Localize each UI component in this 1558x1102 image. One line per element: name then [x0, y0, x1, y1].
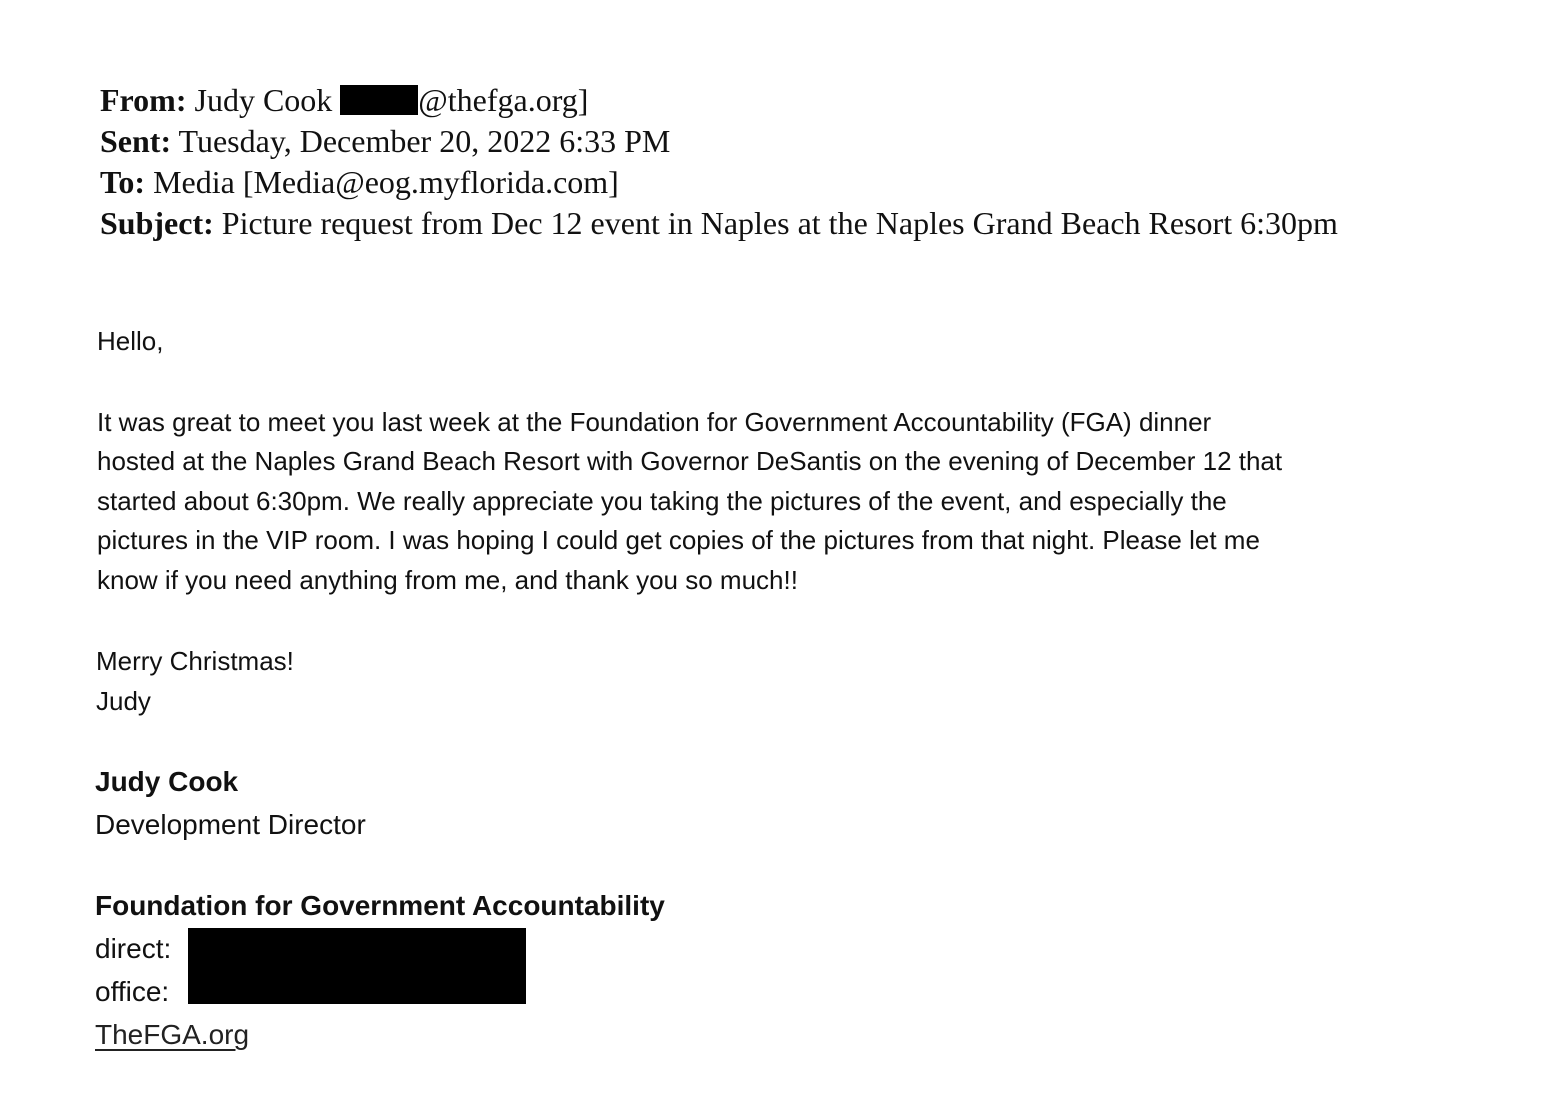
from-name: Judy Cook — [194, 82, 333, 118]
paragraph-line: started about 6:30pm. We really appreciate you taking the pictures of the event, and especially the — [97, 485, 1227, 516]
closing-name: Judy — [96, 686, 151, 716]
website-row — [95, 1013, 665, 1056]
organization-name: Foundation for Government Accountability — [95, 890, 665, 921]
signature-title: Development Director — [95, 809, 366, 840]
redacted-email-box — [340, 85, 418, 115]
from-email-suffix: @thefga.org] — [418, 82, 589, 118]
paragraph-line: pictures in the VIP room. I was hoping I could get copies of the pictures from that night. Please let me — [97, 525, 1260, 555]
email-body — [97, 322, 1497, 600]
direct-label: direct: — [95, 933, 172, 964]
redacted-phone-box — [188, 928, 526, 1004]
body-paragraph — [97, 403, 1497, 601]
closing-line: Merry Christmas! — [96, 646, 294, 676]
subject-value: Picture request from Dec 12 event in Naples at the Naples Grand Beach Resort 6:30pm — [221, 205, 1338, 241]
sent-row — [100, 121, 1520, 162]
greeting: Hello, — [97, 326, 164, 356]
paragraph-line: hosted at the Naples Grand Beach Resort with Governor DeSantis on the evening of December 12 that — [97, 446, 1283, 476]
office-label: office: — [95, 976, 170, 1007]
to-row — [100, 162, 1520, 203]
paragraph-line: It was great to meet you last week at the Foundation for Government Accountability (FGA) dinner — [97, 406, 1212, 437]
website-link[interactable]: TheFGA.org — [95, 1019, 250, 1050]
to-label: To: — [100, 164, 146, 200]
from-row — [100, 80, 1520, 121]
email-header — [100, 80, 1520, 244]
closing-block — [96, 641, 294, 721]
to-value: Media [Media@eog.myflorida.com] — [153, 164, 619, 200]
signature-block — [95, 760, 366, 846]
subject-label: Subject: — [100, 205, 214, 241]
paragraph-line: know if you need anything from me, and thank you so much!! — [97, 564, 798, 595]
sent-value: Tuesday, December 20, 2022 6:33 PM — [178, 123, 671, 159]
sent-label: Sent: — [100, 123, 172, 159]
subject-row — [100, 203, 1520, 244]
from-label: From: — [100, 82, 187, 118]
signature-name: Judy Cook — [95, 766, 239, 797]
